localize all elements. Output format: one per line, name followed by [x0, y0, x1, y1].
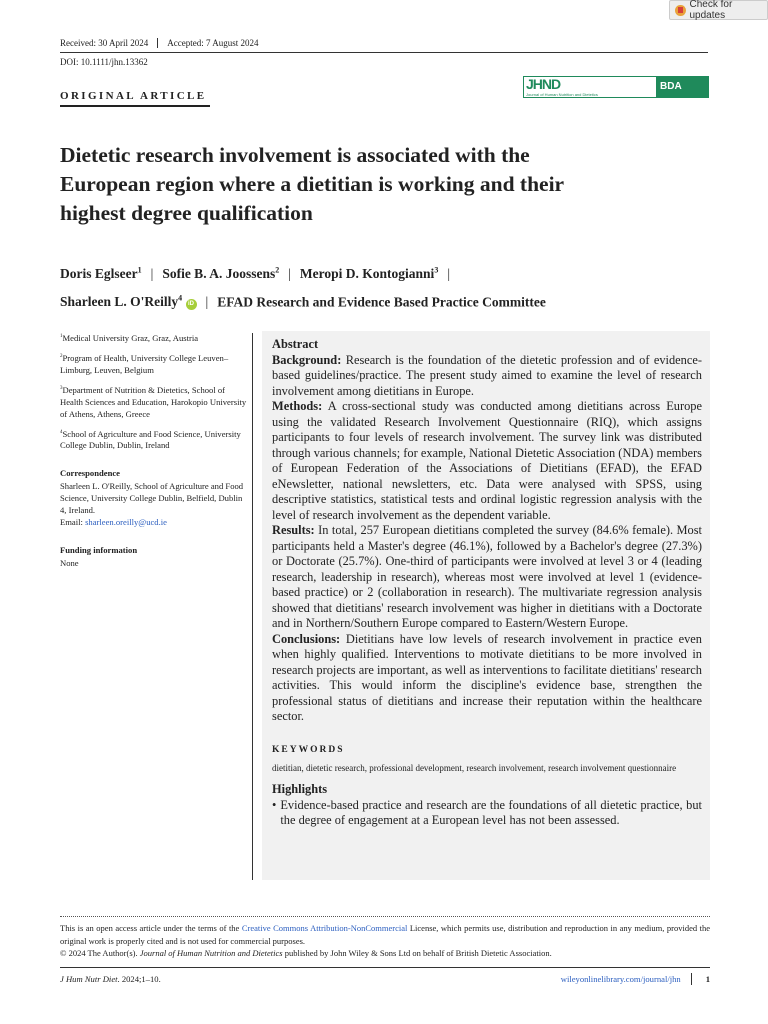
check-for-updates-button[interactable]: [669, 0, 768, 20]
divider: [60, 52, 708, 53]
author[interactable]: Doris Eglseer$^1$: [60, 265, 142, 281]
received-date: Received: 30 April 2024: [60, 38, 149, 48]
affiliation: $^3$Department of Nutrition & Dietetics, School of Health Sciences and Education, Harokopio University of Athens, Athens, Greece: [60, 384, 247, 419]
check-updates-label: Check for updates: [689, 0, 733, 21]
author[interactable]: Sofie B. A. Joossens$^2$: [162, 265, 280, 281]
doi: DOI: 10.1111/jhn.13362: [60, 57, 148, 67]
abstract-background: Background: Research is the foundation of the dietetic profession and of evidence-based guidelines/practice. The present study aimed to examine the level of research involvement among dietitians in Europe.: [272, 352, 702, 398]
author[interactable]: Meropi D. Kontogianni$^3$: [299, 265, 439, 281]
page-footer: [60, 973, 710, 985]
journal-logo-text: JHND: [526, 76, 561, 92]
highlight-item: • Evidence-based practice and research are the foundations of all dietetic practice, but the degree of engagement at a European level has not been assessed.: [272, 797, 702, 827]
crossmark-icon: [675, 5, 686, 16]
journal-logo: [523, 76, 709, 98]
author[interactable]: EFAD Research and Evidence Based Practice Committee: [217, 294, 546, 309]
article-title: Dietetic research involvement is associated with the European region where a dietitian is working and their highest degree qualification: [60, 143, 564, 225]
divider: [60, 916, 710, 917]
divider: [60, 967, 710, 968]
email-link[interactable]: sharleen.oreilly@ucd.ie: [85, 517, 167, 528]
abstract-box: [262, 331, 710, 880]
orcid-icon[interactable]: iD: [186, 299, 197, 310]
highlights-heading: Highlights: [272, 782, 328, 796]
abstract-methods: Methods: A cross-sectional study was conducted among dietitians across Europe using the validated Research Involvement Questionnaire (RIQ), which assigns participants to four levels of research involvement. The survey link was distributed through various channels; for example, National Dietetic Association (NDA) members of European Federation of the Associations of Dietitians (EFAD), the EFAD eNewsletter, national newsletters, etc. Data were analysed with SPSS, using descriptive statistics, statistical tests and ordinal logistic regression analysis with the level of research involvement as the dependent variable.: [272, 399, 702, 522]
license-text: This is an open access article under the terms of the Creative Commons Attribution-NonCommercial License, which permits use, distribution and reproduction in any medium, provided the original work is properly cited and is not used for commercial purposes. © 2024 The Author(s). Journal of Human Nutrition and Dietetics published by John Wiley & Sons Ltd on behalf of British Dietetic Association.: [60, 923, 710, 958]
bda-logo: BDA: [656, 77, 708, 97]
column-divider: [252, 333, 253, 880]
funding-heading: Funding information: [60, 545, 138, 556]
affiliation: $^4$School of Agriculture and Food Science, University College Dublin, Dublin, Ireland: [60, 428, 241, 451]
abstract-heading: Abstract: [272, 337, 319, 351]
affiliation: $^1$Medical University Graz, Graz, Austria: [60, 332, 199, 343]
affiliation: $^2$Program of Health, University College Leuven–Limburg, Leuven, Belgium: [60, 352, 229, 375]
correspondence-heading: Correspondence: [60, 468, 120, 479]
keywords: dietitian, dietetic research, professional development, research involvement, research involvement questionnaire: [272, 763, 677, 773]
accepted-date: Accepted: 7 August 2024: [157, 38, 267, 48]
bullet-icon: •: [272, 797, 277, 812]
divider: [60, 105, 210, 107]
article-dates: [60, 38, 267, 48]
page-number: 1: [691, 973, 710, 985]
article-type: ORIGINAL ARTICLE: [60, 90, 207, 102]
author-list: Doris Eglseer$^1$ | Sofie B. A. Joossens$^2$ | Meropi D. Kontogianni$^3$ | Sharleen L. O'Reilly$^4$ iD | EFAD Research and Evidence Based Practice Committee: [60, 265, 546, 309]
journal-logo-subtext: Journal of Human Nutrition and Dietetics: [526, 92, 598, 97]
funding-text: None: [60, 558, 79, 569]
journal-url-link[interactable]: wileyonlinelibrary.com/journal/jhn: [560, 974, 681, 984]
keywords-heading: KEYWORDS: [272, 744, 345, 755]
abstract-results: Results: In total, 257 European dietitians completed the survey (84.6% female). Most participants held a Master's degree (46.1%), followed by a Bachelor's degree (27.3%) or Doctorate (25.7%). One-third of participants were involved at level 3 or 4 (leading research, leadership in research), whereas most were involved at level 1 (evidence-based practice) or 2 (collaboration in research). The multivariate regression analysis showed that dietitians' research involvement was higher in dietitians with a Doctorate and in Northern/Southern Europe compared to Eastern/Western Europe.: [272, 523, 702, 630]
citation: J Hum Nutr Diet. 2024;1–10.: [60, 974, 161, 984]
author[interactable]: Sharleen L. O'Reilly$^4$: [60, 293, 183, 309]
affiliations-column: [60, 331, 250, 569]
abstract-conclusions: Conclusions: Dietitians have low levels of research involvement in practice even when highly qualified. Interventions to motivate dietitians to be more involved in research projects are important, as well as interventions to facilitate dietitians' research activities. This would inform the discipline's evidence base, strengthen the professional status of dietitians and increase their reputation within the healthcare sector.: [272, 631, 702, 723]
license-link[interactable]: Creative Commons Attribution-NonCommercial: [241, 923, 408, 933]
correspondence: Sharleen L. O'Reilly, School of Agriculture and Food Science, University College Dublin, Belfield, Dublin 4, Ireland. Email: sharleen.oreilly@ucd.ie: [60, 481, 244, 528]
